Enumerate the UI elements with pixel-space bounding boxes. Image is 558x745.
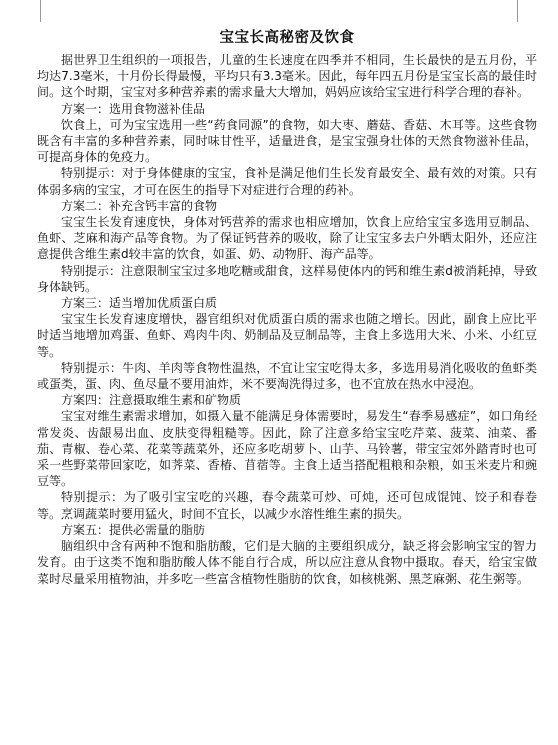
plan-3-paragraph: 宝宝生长发育速度增快，器官组织对优质蛋白质的需求也随之增长。因此，副食上应比平时适当地增加鸡蛋、鱼虾、鸡肉牛肉、奶制品及豆制品等，主食上多选用大米、小米、小红豆等。 — [37, 312, 537, 359]
plan-5-paragraph: 脑组织中含有两种不饱和脂肪酸，它们是大脑的主要组织成分，缺乏将会影响宝宝的智力发育。由于这类不饱和脂肪酸人体不能自行合成，所以应注意从食物中摄取。春天，给宝宝做菜时尽量采用植物油，并多吃一些富含植物性脂肪的饮食，如核桃粥、黑芝麻粥、花生粥等。 — [37, 539, 537, 586]
plan-4-paragraph: 宝宝对维生素需求增加，如摄入量不能满足身体需要时，易发生“春季易感症”，如口角经常发炎、齿龈易出血、皮肤变得粗糙等。因此，除了注意多给宝宝吃芹菜、菠菜、油菜、番茄、青椒、卷心菜、花菜等蔬菜外，还应多吃胡萝卜、山芋、马铃薯，带宝宝郊外踏青时也可采一些野菜带回家吃，如荠菜、香椿、苜蓿等。主食上适当搭配粗粮和杂粮，如玉米麦片和豌豆等。 — [37, 409, 537, 489]
section-heading-plan-2: 方案二：补充含钙丰富的食物 — [61, 198, 218, 213]
section-heading-plan-1: 方案一：选用食物滋补佳品 — [61, 101, 206, 116]
plan-2-tip: 特别提示：注意限制宝宝过多地吃糖或甜食，这样易使体内的钙和维生素d被消耗掉，导致身体缺钙。 — [37, 263, 537, 294]
crop-mark-top-right — [517, 0, 518, 22]
crop-mark-top-left — [40, 0, 41, 22]
section-heading-plan-5: 方案五：提供必需量的脂肪 — [61, 522, 206, 537]
plan-2-paragraph: 宝宝生长发育速度快，身体对钙营养的需求也相应增加，饮食上应给宝宝多选用豆制品、鱼虾、芝麻和海产品等食物。为了保证钙营养的吸收，除了让宝宝多去户外晒太阳外，还应注意提供含维生素d较丰富的饮食，如蛋、奶、动物肝、海产品等。 — [37, 215, 537, 262]
intro-paragraph: 据世界卫生组织的一项报告，儿童的生长速度在四季并不相同，生长最快的是五月份，平均达7.3毫米，十月份长得最慢，平均只有3.3毫米。因此，每年四五月份是宝宝长高的最佳时间。这个时期，宝宝对多种营养素的需求量大大增加，妈妈应该给宝宝进行科学合理的春补。 — [37, 53, 537, 100]
plan-1-paragraph: 饮食上，可为宝宝选用一些“药食同源”的食物，如大枣、蘑菇、香菇、木耳等。这些食物既含有丰富的多种营养素，同时味甘性平，适量进食，是宝宝强身壮体的天然食物滋补佳品，可提高身体的免疫力。 — [37, 117, 537, 165]
plan-1-tip: 特别提示：对于身体健康的宝宝，食补是满足他们生长发育最安全、最有效的对策。只有体弱多病的宝宝，才可在医生的指导下对症进行合理的药补。 — [37, 166, 537, 197]
document-title: 宝宝长高秘密及饮食 — [219, 30, 355, 46]
section-heading-plan-4: 方案四：注意摄取维生素和矿物质 — [61, 393, 242, 408]
document-body — [37, 24, 537, 587]
plan-4-tip: 特别提示：为了吸引宝宝吃的兴趣，春令蔬菜可炒、可炖，还可包成馄饨、饺子和春卷等。烹调蔬菜时要用猛火，时间不宜长，以减少水溶性维生素的损失。 — [37, 490, 537, 521]
plan-3-tip: 特别提示：牛肉、羊肉等食物性温热，不宜让宝宝吃得太多，多选用易消化吸收的鱼虾类或蛋类，蛋、肉、鱼尽量不要用油炸，米不要淘洗得过多，也不宜放在热水中浸泡。 — [37, 360, 537, 392]
section-heading-plan-3: 方案三：适当增加优质蛋白质 — [61, 296, 218, 311]
